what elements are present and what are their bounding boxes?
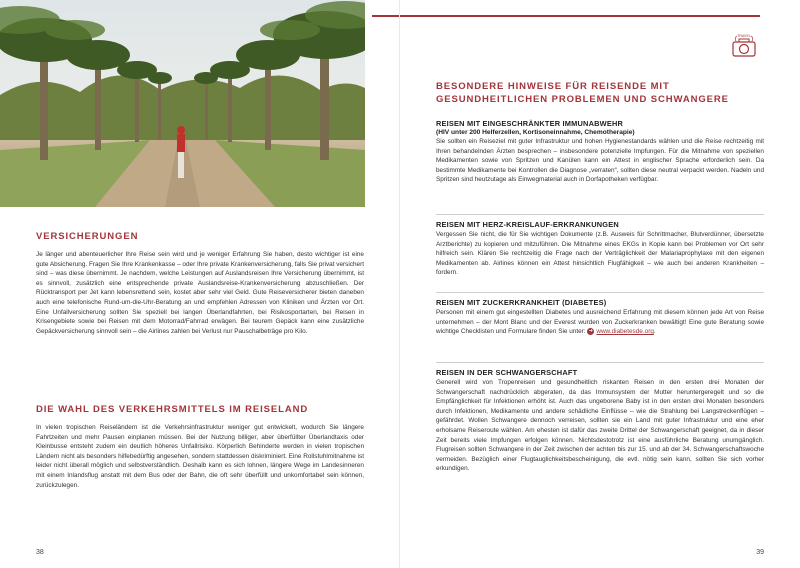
section-insurance: [36, 231, 364, 336]
travel-icon-label: TRAVEL: [737, 34, 751, 38]
travel-camera-icon: [730, 32, 758, 60]
palm-grove-photo: [0, 0, 365, 207]
top-accent-bar-right: [400, 15, 760, 17]
diabetes-link[interactable]: www.diabetesde.org: [596, 328, 654, 336]
section-diabetes: [436, 298, 764, 337]
page-number-right: 39: [756, 549, 764, 556]
paragraph-diabetes: [436, 308, 764, 337]
link-arrow-icon: ➜: [588, 328, 593, 334]
palm-grove-illustration: [0, 0, 365, 207]
section-heart: [436, 220, 764, 278]
diabetes-text: Personen mit einem gut eingestellten Diabetes und ausreichend Erfahrung mit diesem können jede Art von Reise unternehmen – der Mont Blanc und der Everest wurden von Zuckerkranken bewältigt! Eine gute Beratung sowie wichtige Checklisten und Formulare finden Sie unter:: [436, 309, 764, 336]
heading-line-2: GESUNDHEITLICHEN PROBLEMEN UND SCHWANGERE: [436, 94, 729, 105]
page-number-left: 38: [36, 549, 44, 556]
link-suffix: .: [653, 328, 656, 336]
main-heading: [436, 80, 764, 106]
top-accent-bar-left: [372, 15, 400, 17]
section-divider: [436, 292, 764, 293]
heading-transport: DIE WAHL DES VERKEHRSMITTELS IM REISELAND: [36, 404, 309, 415]
title-diabetes: REISEN MIT ZUCKERKRANKHEIT (DIABETES): [436, 298, 607, 307]
section-divider: [436, 362, 764, 363]
title-pregnancy: REISEN IN DER SCHWANGERSCHAFT: [436, 368, 578, 377]
right-page: [400, 0, 800, 568]
subtitle-immune: (HIV unter 200 Helferzellen, Kortisoneinnahme, Chemotherapie): [436, 129, 635, 136]
heading-line-1: BESONDERE HINWEISE FÜR REISENDE MIT: [436, 81, 670, 92]
paragraph-insurance: Je länger und abenteuerlicher Ihre Reise sein wird und je weniger Erfahrung Sie haben, desto wichtiger ist eine gute Absicherung. Fragen Sie Ihre Krankenkasse – oder Ihre private Krankenversicherung, falls Sie privat versichert sind – was diese übernimmt. Je nachdem, welche Leistungen auf Auslandsreisen Ihre Versicherung übernimmt, ist es sinnvoll, zusätzlich eine entsprechende private Auslandsreise-Krankenversicherung abzuschließen. Der Rücktransport per Jet kann lebensrettend sein, kostet aber sehr viel Geld. Gute Reiseversicherer bieten daneben auch eine telefonische Rund-um-die-Uhr-Beratung an und empfehlen Adressen von Kliniken und Ärzten vor Ort. Eine Unfallversicherung sollten Sie speziell bei langen Überlandfahrten, bei Risikosportarten, bei Reisen in Krisengebiete sowie bei Reisen mit dem Motorrad/Fahrrad erwägen. Bei teurem Gepäck kann eine zusätzliche Gepäckversicherung sinnvoll sein – die Airlines zahlen bei Verlust nur Pauschalbeträge pro Kilo.: [36, 251, 364, 335]
section-immune: [436, 119, 764, 185]
paragraph-heart: Vergessen Sie nicht, die für Sie wichtigen Dokumente (z.B. Ausweis für Schrittmacher, Blutverdünner, übersetzte Arztberichte) zu kopieren und mitzuführen. Die Mitnahme eines EKGs in Kopie kann bei Problemen vor Ort sehr hilfreich sein. Klären Sie rechtzeitig die Frage nach der Verträglichkeit der Malariaprophylaxe mit den eigenen Medikamenten ab. Airlines können ein Attest hinsichtlich Flugfähigkeit – wie auch bei anderen Krankheiten – fordern.: [436, 231, 764, 277]
section-pregnancy: [436, 368, 764, 474]
title-heart: REISEN MIT HERZ-KREISLAUF-ERKRANKUNGEN: [436, 220, 619, 229]
heading-insurance: VERSICHERUNGEN: [36, 231, 139, 242]
paragraph-pregnancy: Generell wird von Tropenreisen und gesundheitlich riskanten Reisen in den ersten drei Monaten der Schwangerschaft nachdrücklich abgeraten, da das Immunsystem der Mutter heruntergeregelt und so die Empfänglichkeit für Infektionen erhöht ist. Auch das ungeborene Baby ist in den ersten drei Monaten besonders durch Infektionen, Medikamente und andere schädliche Einflüsse – wie die Strahlung bei Langstreckenflügen – gefährdet. Wollen Schwangere dennoch verreisen, sollten sie ein Land mit guter Infrastruktur und eine eher erholsame Reiseroute wählen. Am ehesten ist dafür das zweite Drittel der Schwangerschaft geeignet, da in dieser Zeit bereits viele Impfungen erfolgen können. Nichtsdestotrotz ist eine ausführliche Beratung unumgänglich. Flugreisen sollten Schwangere in der Zeit zwischen der achten bis zur 15. und ab der 34. Schwangerschaftswoche vermeiden. Bezüglich einer Flugtauglichkeitsbescheinigung, die evtl. nötig sein kann, sollten Sie sich vorher erkundigen.: [436, 379, 764, 473]
paragraph-transport: In vielen tropischen Reiseländern ist die Verkehrsinfrastruktur weniger gut entwickelt, wodurch Sie längere Fahrtzeiten und mehr Pausen einplanen müssen. Bei der Nutzung billiger, aber überfüllter Überlandtaxis oder Kleinbusse entsteht zudem ein deutlich höheres Unfallrisiko. Körperlich Behinderte werden in vielen tropischen Ländern nicht als besonders hilfebedürftig angesehen, sondern stattdessen diskriminiert. Eine Rollstuhlmitnahme ist leider nicht überall möglich und selbstverständlich. Deshalb kann es sich lohnen, längere Wege im Landesinneren mit einem Inlandsflug anstatt mit dem Bus oder der Bahn, die oft sehr überfüllt und unkomfortabel sein können, zurückzulegen.: [36, 424, 364, 489]
section-transport: [36, 404, 364, 490]
title-immune: REISEN MIT EINGESCHRÄNKTER IMMUNABWEHR: [436, 119, 624, 128]
section-divider: [436, 214, 764, 215]
paragraph-immune: Sie sollten ein Reiseziel mit guter Infrastruktur und hohen Hygienestandards wählen und die Reise rechtzeitig mit Ihren behandelnden Ärzten besprechen – insbesondere potenzielle Impfungen. Für die Mitnahme von speziellen Medikamenten sowie von Spritzen und Kanülen kann ein Attest in englischer Sprache erforderlich sein. Da bestimmte Medikamente bei Kontrollen die Diagnose „verraten“, sollten diese neutral verpackt werden. Nadeln und Spritzen sind heutzutage als Einwegmaterial auch in Dorfapotheken verfügbar.: [436, 138, 764, 184]
